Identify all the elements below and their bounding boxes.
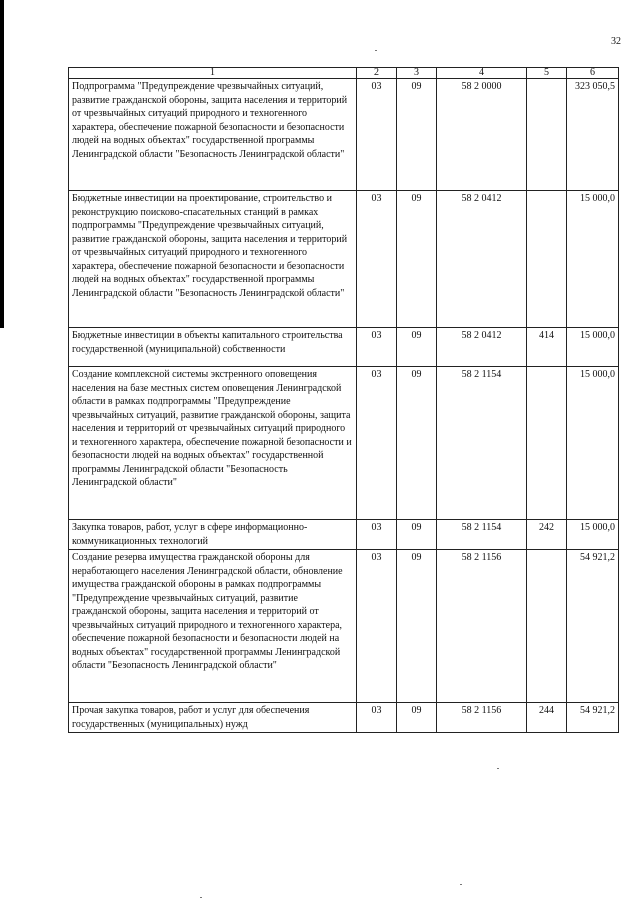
table-row <box>69 79 619 191</box>
header-col-5: 5 <box>527 68 567 79</box>
budget-table <box>68 67 619 733</box>
table-row <box>69 550 619 703</box>
row-subsection: 09 <box>397 550 437 703</box>
row-name: Закупка товаров, работ, услуг в сфере информационно-коммуникационных технологий <box>69 520 357 550</box>
header-col-4: 4 <box>437 68 527 79</box>
row-section: 03 <box>357 191 397 328</box>
row-target-code: 58 2 1154 <box>437 520 527 550</box>
row-subsection: 09 <box>397 703 437 733</box>
row-subsection: 09 <box>397 191 437 328</box>
scan-speck <box>200 897 202 898</box>
row-sum: 15 000,0 <box>567 328 619 367</box>
row-subsection: 09 <box>397 367 437 520</box>
row-target-code: 58 2 0000 <box>437 79 527 191</box>
header-col-3: 3 <box>397 68 437 79</box>
row-name: Подпрограмма "Предупреждение чрезвычайных ситуаций, развитие гражданской обороны, защита населения и территорий от чрезвычайных ситуаций природного и техногенного характера, обеспечение пожарной безопасности и безопасности людей на водных объектах" государственной программы Ленинградской области "Безопасность Ленинградской области" <box>69 79 357 191</box>
header-row <box>69 68 619 79</box>
row-name: Бюджетные инвестиции на проектирование, строительство и реконструкцию поисково-спасательных станций в рамках подпрограммы "Предупреждение чрезвычайных ситуаций, развитие гражданской обороны, защита населения и территорий от чрезвычайных ситуаций природного и техногенного характера, обеспечение пожарной безопасности и безопасности людей на водных объектах" государственной программы Ленинградской области "Безопасность Ленинградской области" <box>69 191 357 328</box>
row-subsection: 09 <box>397 79 437 191</box>
row-section: 03 <box>357 328 397 367</box>
scan-edge-bar <box>0 0 4 328</box>
row-expense-type <box>527 191 567 328</box>
row-target-code: 58 2 1156 <box>437 703 527 733</box>
row-target-code: 58 2 1156 <box>437 550 527 703</box>
header-col-2: 2 <box>357 68 397 79</box>
row-section: 03 <box>357 703 397 733</box>
row-name: Прочая закупка товаров, работ и услуг для обеспечения государственных (муниципальных) нужд <box>69 703 357 733</box>
scan-speck <box>460 884 462 885</box>
row-expense-type: 414 <box>527 328 567 367</box>
row-expense-type: 244 <box>527 703 567 733</box>
row-expense-type <box>527 79 567 191</box>
header-col-6: 6 <box>567 68 619 79</box>
row-sum: 54 921,2 <box>567 550 619 703</box>
row-target-code: 58 2 0412 <box>437 328 527 367</box>
table-row <box>69 191 619 328</box>
row-target-code: 58 2 1154 <box>437 367 527 520</box>
row-sum: 323 050,5 <box>567 79 619 191</box>
row-target-code: 58 2 0412 <box>437 191 527 328</box>
row-expense-type <box>527 367 567 520</box>
table-row <box>69 703 619 733</box>
row-sum: 54 921,2 <box>567 703 619 733</box>
table-row <box>69 520 619 550</box>
row-sum: 15 000,0 <box>567 191 619 328</box>
row-name: Создание комплексной системы экстренного оповещения населения на базе местных систем оповещения Ленинградской области в рамках подпрограммы "Предупреждение чрезвычайных ситуаций, развитие гражданской обороны, защита населения и территорий от чрезвычайных ситуаций природного и техногенного характера, обеспечение пожарной безопасности и безопасности людей на водных объектах" государственной программы Ленинградской области "Безопасность Ленинградской области" <box>69 367 357 520</box>
header-col-1: 1 <box>69 68 357 79</box>
row-sum: 15 000,0 <box>567 520 619 550</box>
row-section: 03 <box>357 550 397 703</box>
row-subsection: 09 <box>397 520 437 550</box>
row-section: 03 <box>357 79 397 191</box>
row-section: 03 <box>357 520 397 550</box>
row-name: Создание резерва имущества гражданской обороны для неработающего населения Ленинградской области, обновление имущества гражданской обороны в рамках подпрограммы "Предупреждение чрезвычайных ситуаций, развитие гражданской обороны, защита населения и территорий от чрезвычайных ситуаций природного и техногенного характера, обеспечение пожарной безопасности и безопасности людей на водных объектах" государственной программы Ленинградской области "Безопасность Ленинградской области" <box>69 550 357 703</box>
row-subsection: 09 <box>397 328 437 367</box>
row-section: 03 <box>357 367 397 520</box>
row-sum: 15 000,0 <box>567 367 619 520</box>
scan-speck <box>375 50 377 51</box>
table-row <box>69 367 619 520</box>
row-expense-type <box>527 550 567 703</box>
row-expense-type: 242 <box>527 520 567 550</box>
scan-speck <box>497 768 499 769</box>
table-row <box>69 328 619 367</box>
row-name: Бюджетные инвестиции в объекты капитального строительства государственной (муниципальной) собственности <box>69 328 357 367</box>
page-number: 32 <box>611 36 621 47</box>
